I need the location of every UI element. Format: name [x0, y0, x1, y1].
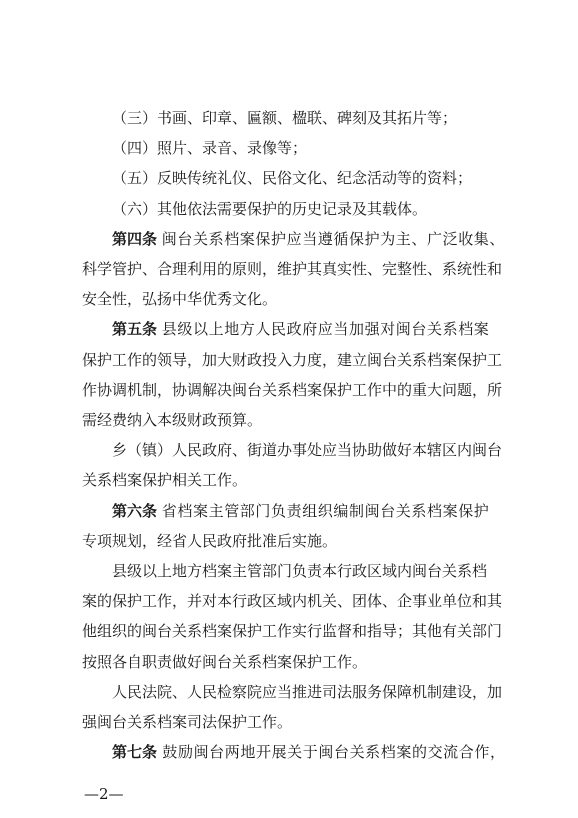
article-7-heading: 第七条: [112, 743, 158, 761]
text-line: 专项规划，经省人民政府批准后实施。: [82, 532, 338, 550]
text-line: （五）反映传统礼仪、民俗文化、纪念活动等的资料；: [112, 169, 473, 187]
text-line: 县级以上地方档案主管部门负责本行政区域内闽台关系档: [112, 562, 488, 580]
text-line: 省档案主管部门负责组织编制闽台关系档案保护: [161, 502, 490, 520]
text-line: 作协调机制，协调解决闽台关系档案保护工作中的重大问题，所: [82, 381, 503, 399]
text-line: 安全性，弘扬中华优秀文化。: [82, 290, 278, 308]
article-5-heading: 第五条: [112, 320, 158, 338]
text-line: 科学管护、合理利用的原则，维护其真实性、完整性、系统性和: [82, 260, 503, 278]
list-item: [0, 138, 578, 158]
article-6-paragraph: [0, 501, 578, 521]
article-7-paragraph: [0, 742, 578, 762]
text-line: 鼓励闽台两地开展关于闽台关系档案的交流合作，: [157, 743, 506, 761]
text-line: （三）书画、印章、匾额、楹联、碑刻及其拓片等；: [112, 109, 458, 127]
article-4-heading: 第四条: [112, 230, 158, 248]
text-line: 保护工作的领导，加大财政投入力度，建立闽台关系档案保护工: [82, 351, 503, 369]
text-line: （六）其他依法需要保护的历史记录及其载体。: [112, 200, 428, 218]
text-line: 关系档案保护相关工作。: [82, 471, 248, 489]
list-item: [0, 199, 578, 219]
text-line: 按照各自职责做好闽台关系档案保护工作。: [82, 653, 368, 671]
list-item: [0, 108, 578, 128]
article-6-heading: 第六条: [112, 502, 158, 520]
page-number: —2—: [84, 785, 124, 803]
text-line: 强闽台关系档案司法保护工作。: [82, 713, 293, 731]
article-5-paragraph: [0, 319, 578, 339]
text-line: 需经费纳入本级财政预算。: [82, 411, 263, 429]
text-line: 乡（镇）人民政府、街道办事处应当协助做好本辖区内闽台: [112, 441, 503, 459]
text-line: （四）照片、录音、录像等；: [112, 139, 308, 157]
text-line: 他组织的闽台关系档案保护工作实行监督和指导；其他有关部门: [82, 622, 503, 640]
article-4-paragraph: [0, 229, 578, 249]
text-line: 县级以上地方人民政府应当加强对闽台关系档案: [161, 320, 490, 338]
list-item: [0, 168, 578, 188]
text-line: 案的保护工作，并对本行政区域内机关、团体、企事业单位和其: [82, 592, 503, 610]
text-line: 人民法院、人民检察院应当推进司法服务保障机制建设，加: [112, 683, 503, 701]
text-line: 闽台关系档案保护应当遵循保护为主、广泛收集、: [161, 230, 505, 248]
